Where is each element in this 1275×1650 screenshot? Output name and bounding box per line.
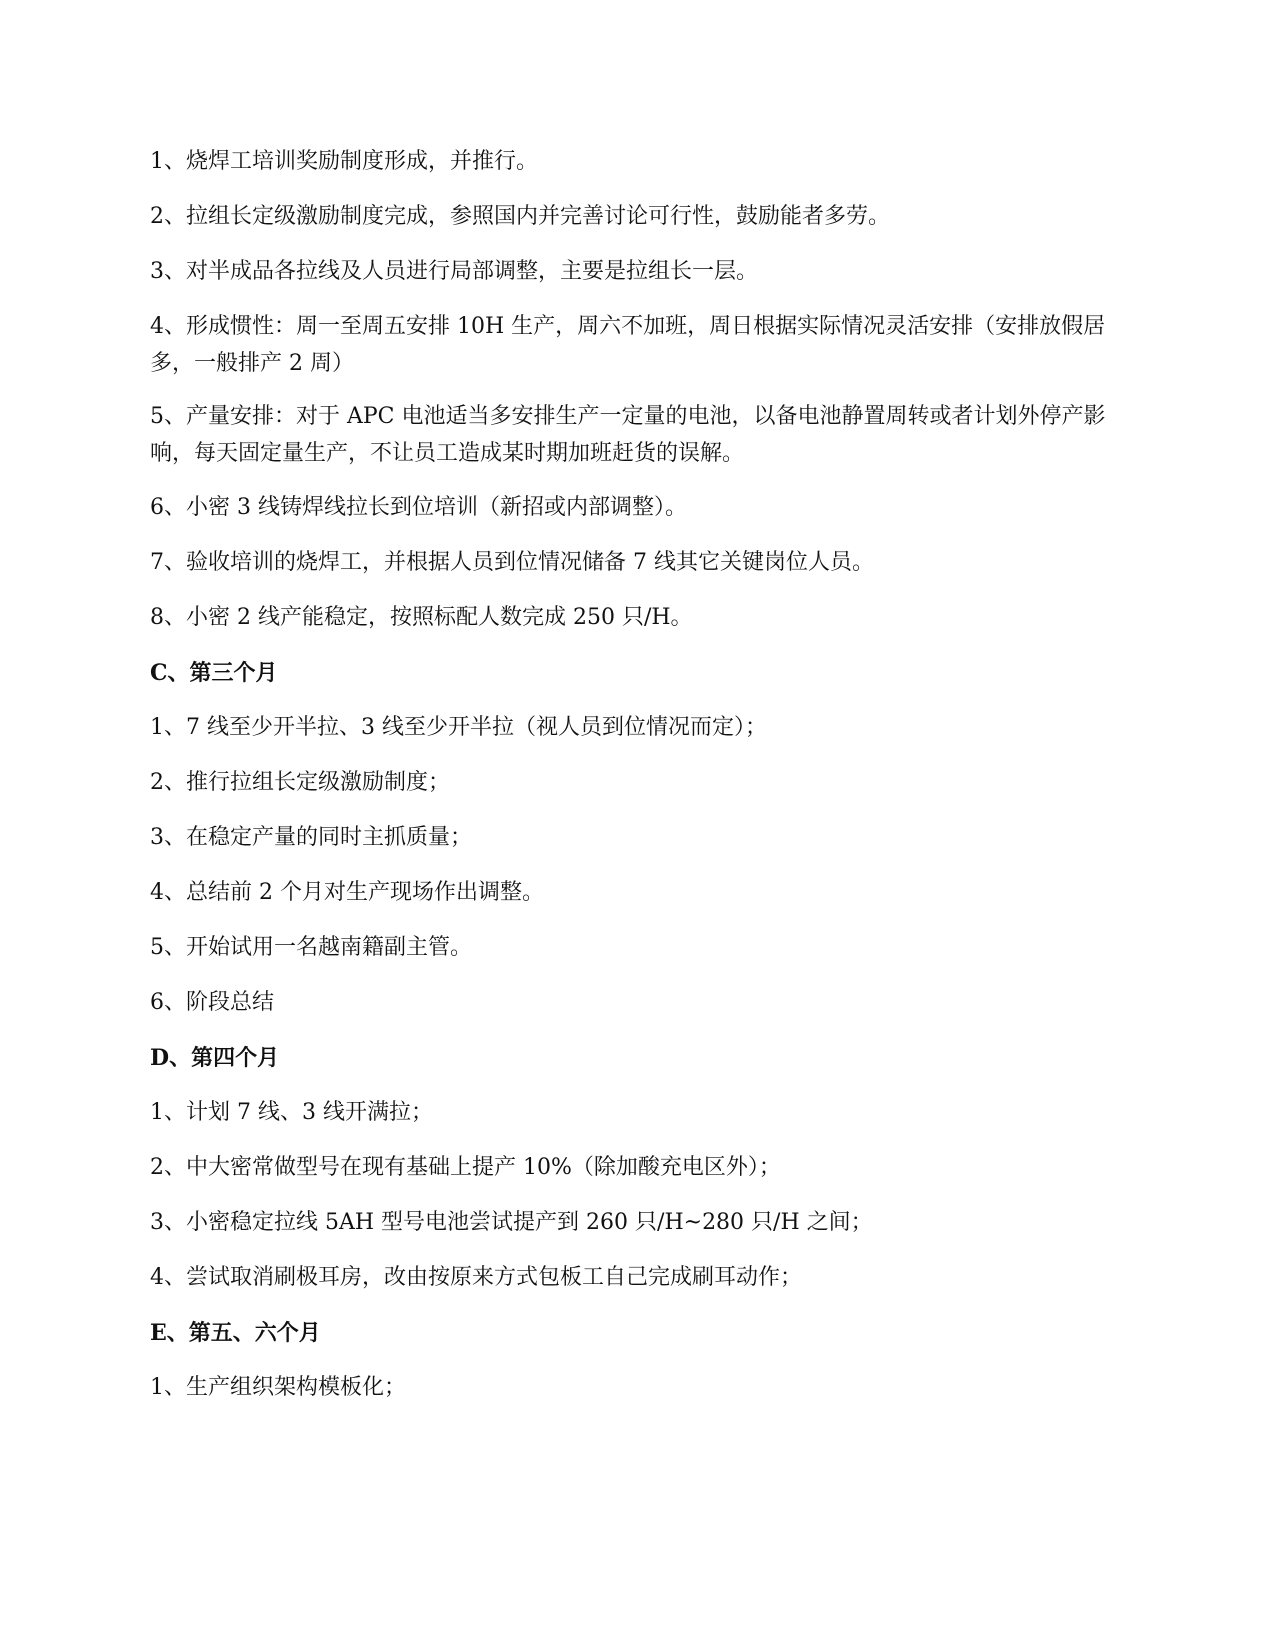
list-item: 6、小密 3 线铸焊线拉长到位培训（新招或内部调整）。 — [150, 495, 687, 520]
list-item: 5、开始试用一名越南籍副主管。 — [150, 935, 472, 960]
section-heading: D、第四个月 — [150, 1045, 280, 1071]
list-item: 2、中大密常做型号在现有基础上提产 10%（除加酸充电区外）； — [150, 1155, 781, 1180]
list-item: 6、阶段总结 — [150, 990, 274, 1015]
list-item: 4、形成惯性：周一至周五安排 10H 生产，周六不加班，周日根据实际情况灵活安排（安排放假居多，一般排产 2 周） — [150, 314, 1106, 376]
list-item: 2、推行拉组长定级激励制度； — [150, 770, 450, 795]
list-item: 7、验收培训的烧焊工，并根据人员到位情况储备 7 线其它关键岗位人员。 — [150, 550, 874, 575]
list-item: 4、总结前 2 个月对生产现场作出调整。 — [150, 880, 544, 905]
list-item: 1、生产组织架构模板化； — [150, 1375, 406, 1400]
list-item: 1、烧焊工培训奖励制度形成，并推行。 — [150, 149, 538, 174]
list-item: 5、产量安排：对于 APC 电池适当多安排生产一定量的电池，以备电池静置周转或者计划外停产影响，每天固定量生产，不让员工造成某时期加班赶货的误解。 — [150, 404, 1106, 466]
list-item: 3、对半成品各拉线及人员进行局部调整，主要是拉组长一层。 — [150, 259, 758, 284]
list-item: 3、小密稳定拉线 5AH 型号电池尝试提产到 260 只/H~280 只/H 之间； — [150, 1210, 873, 1235]
section-heading: C、第三个月 — [150, 660, 278, 686]
list-item: 2、拉组长定级激励制度完成，参照国内并完善讨论可行性，鼓励能者多劳。 — [150, 204, 890, 229]
list-item: 3、在稳定产量的同时主抓质量； — [150, 825, 472, 850]
list-item: 1、7 线至少开半拉、3 线至少开半拉（视人员到位情况而定）； — [150, 715, 767, 740]
section-heading: E、第五、六个月 — [150, 1320, 321, 1346]
list-item: 1、计划 7 线、3 线开满拉； — [150, 1100, 433, 1125]
list-item: 4、尝试取消刷极耳房，改由按原来方式包板工自己完成刷耳动作； — [150, 1265, 802, 1290]
list-item: 8、小密 2 线产能稳定，按照标配人数完成 250 只/H。 — [150, 605, 693, 630]
